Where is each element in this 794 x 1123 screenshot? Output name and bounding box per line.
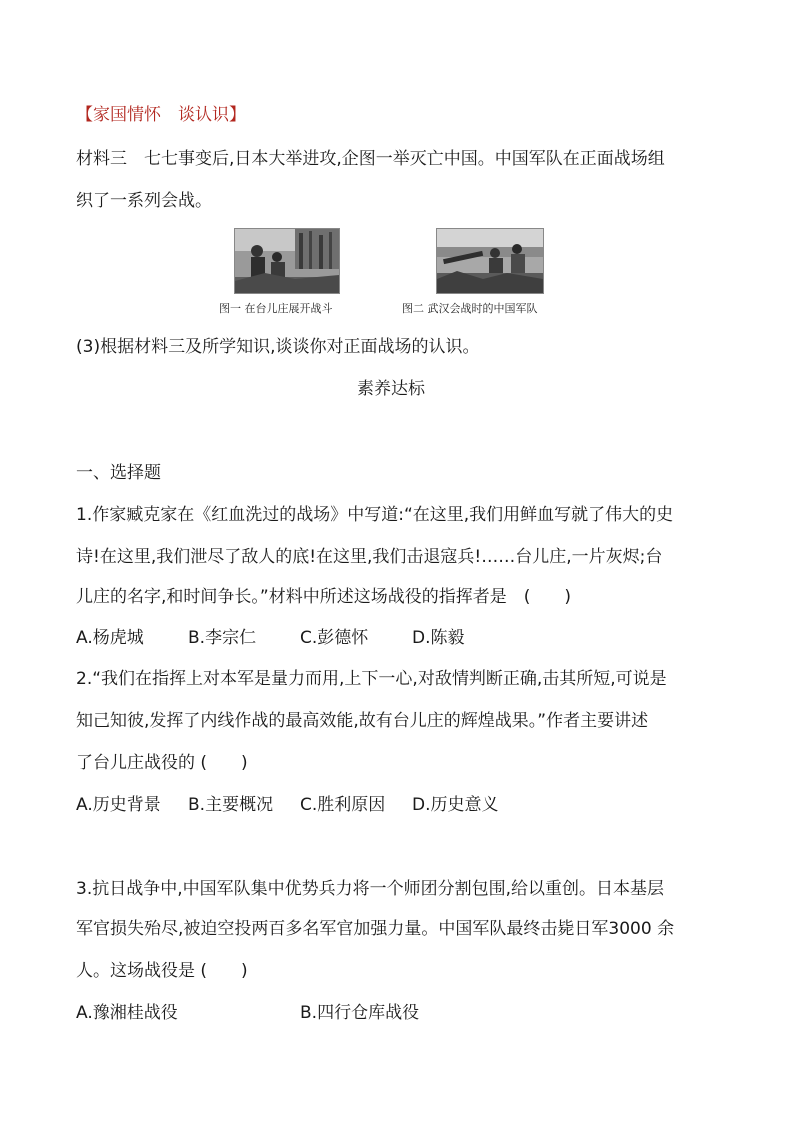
q3-line3: 人。这场战役是 ( ) [76, 961, 248, 981]
q2-options [76, 794, 499, 816]
q3-line1: 3.抗日战争中,中国军队集中优势兵力将一个师团分割包围,给以重创。日本基层 [76, 879, 665, 899]
q2-option-d: D.历史意义 [412, 795, 499, 815]
q2-option-a: A.历史背景 [76, 795, 161, 815]
figure2-photo [436, 228, 544, 294]
figure1-caption: 图一 在台儿庄展开战斗 [219, 302, 333, 315]
q3-option-a: A.豫湘桂战役 [76, 1003, 178, 1023]
q3-line2: 军官损失殆尽,被迫空投两百多名军官加强力量。中国军队最终击毙日军3000 余 [76, 919, 675, 939]
q1-line2: 诗!在这里,我们泄尽了敌人的底!在这里,我们击退寇兵!……台儿庄,一片灰烬;台 [76, 547, 663, 567]
figure2-caption: 图二 武汉会战时的中国军队 [402, 302, 538, 315]
question3-prompt: (3)根据材料三及所学知识,谈谈你对正面战场的认识。 [76, 337, 480, 357]
q2-line2: 知己知彼,发挥了内线作战的最高效能,故有台儿庄的辉煌战果。”作者主要讲述 [76, 711, 649, 731]
q3-option-b: B.四行仓库战役 [300, 1003, 420, 1023]
part-title: 一、选择题 [76, 463, 161, 483]
q1-options [76, 627, 465, 649]
q2-option-b: B.主要概况 [188, 795, 274, 815]
q1-option-d: D.陈毅 [412, 628, 465, 648]
material3-line1: 材料三 七七事变后,日本大举进攻,企图一举灭亡中国。中国军队在正面战场组 [76, 149, 665, 169]
q3-options [76, 1002, 419, 1024]
q1-option-b: B.李宗仁 [188, 628, 257, 648]
material3-line2: 织了一系列会战。 [76, 191, 212, 211]
q1-line1: 1.作家臧克家在《红血洗过的战场》中写道:“在这里,我们用鲜血写就了伟大的史 [76, 505, 674, 525]
q2-line1: 2.“我们在指挥上对本军是量力而用,上下一心,对敌情判断正确,击其所短,可说是 [76, 669, 667, 689]
figure1-image [235, 229, 339, 293]
q2-line3: 了台儿庄战役的 ( ) [76, 753, 248, 773]
q1-option-c: C.彭德怀 [300, 628, 369, 648]
section-heading: 素养达标 [357, 379, 425, 399]
q1-option-a: A.杨虎城 [76, 628, 144, 648]
figure1-photo [234, 228, 340, 294]
section-tag: 【家国情怀 谈认识】 [76, 105, 246, 125]
q2-option-c: C.胜利原因 [300, 795, 386, 815]
q1-line3: 儿庄的名字,和时间争长。”材料中所述这场战役的指挥者是 ( ) [76, 587, 571, 607]
figure2-image [437, 229, 543, 293]
